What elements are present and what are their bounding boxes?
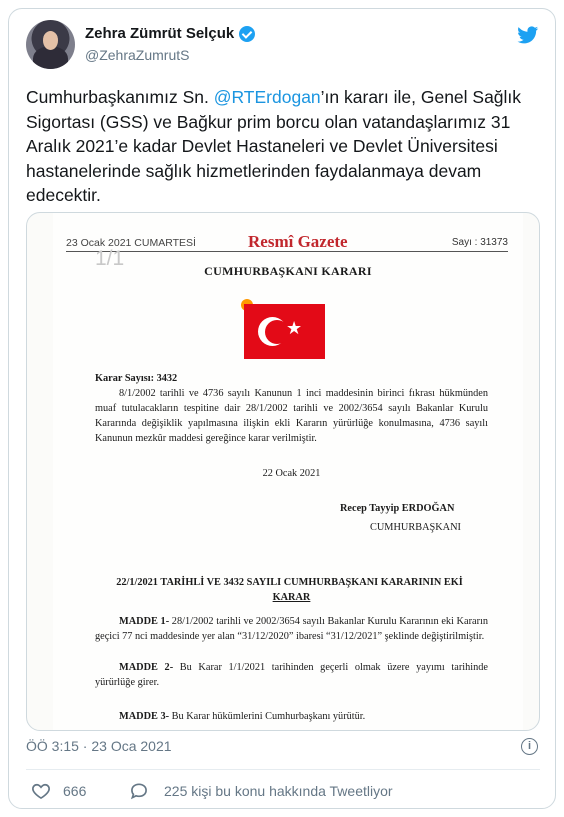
tweet-card[interactable] bbox=[8, 8, 556, 809]
article-1-label: MADDE 1- bbox=[119, 616, 170, 627]
page-mark: 1/1 bbox=[95, 247, 125, 270]
twitter-bird-icon[interactable] bbox=[515, 24, 540, 46]
verified-badge-icon bbox=[239, 26, 255, 42]
flag-star-icon: ★ bbox=[286, 318, 303, 339]
user-name-row[interactable] bbox=[85, 25, 255, 42]
gazette-header bbox=[66, 234, 508, 252]
tweet-text bbox=[26, 85, 540, 208]
annex-subtitle: KARAR bbox=[272, 592, 311, 603]
gazette-divider bbox=[66, 251, 508, 252]
user-name[interactable]: Zehra Zümrüt Selçuk bbox=[85, 25, 235, 42]
tweet-text-part-2: ’ın kararı ile, Genel Sağlık Sigortası (GSS) ve Bağkur prim borcu olan vatandaşlarımız 31 Aralık 2021’e kadar Devlet Hastaneleri ve Devlet Üniversitesi hastanelerinde sağlık hizmetlerinden faydalanmaya devam edecektir. bbox=[26, 87, 522, 205]
decision-number: Karar Sayısı: 3432 bbox=[95, 373, 178, 384]
comment-icon[interactable] bbox=[129, 781, 149, 801]
article-2-label: MADDE 2- bbox=[119, 662, 174, 673]
tweet-image[interactable] bbox=[26, 212, 540, 731]
discussion-link[interactable]: 225 kişi bu konu hakkında Tweetliyor bbox=[164, 783, 393, 799]
article-2 bbox=[95, 660, 488, 690]
turkish-flag-icon bbox=[244, 304, 325, 359]
timestamp[interactable]: ÖÖ 3:15 · 23 Oca 2021 bbox=[26, 738, 172, 754]
gazette-brand: Resmî Gazete bbox=[248, 232, 348, 251]
gazette-page bbox=[53, 213, 523, 731]
article-2-text: Bu Karar 1/1/2021 tarihinden geçerli olmak üzere yayımı tarihinde yürürlüğe girer. bbox=[95, 662, 488, 688]
avatar[interactable] bbox=[26, 20, 75, 69]
article-1-text: 28/1/2002 tarihli ve 2002/3654 sayılı Bakanlar Kurulu Kararının eki Kararın geçici 77 nci maddesinde yer alan “31/12/2020” ibaresi “31/12/2021” şeklinde değiştirilmiştir. bbox=[95, 616, 489, 642]
decision-paragraph: 8/1/2002 tarihli ve 4736 sayılı Kanunun 1 inci maddesinin birinci fıkrası hükmünden muaf tutulacakların tespitine dair 28/1/2002 tarihli ve 2002/3654 sayılı Bakanlar Kurulu Kararında değişiklik yapılmasına ilişkin ekli Kararın yürürlüğe konulmasına, 4736 sayılı Kanunun mezkûr maddesi gereğince karar verilmiştir. bbox=[95, 388, 488, 444]
signatory-title: CUMHURBAŞKANI bbox=[370, 522, 461, 533]
gazette-issue: Sayı : 31373 bbox=[451, 237, 508, 248]
avatar-face bbox=[43, 31, 58, 50]
mention-link[interactable]: @RTErdogan bbox=[213, 87, 321, 107]
sign-date: 22 Ocak 2021 bbox=[262, 468, 321, 479]
article-1 bbox=[95, 614, 488, 644]
tweet-header bbox=[26, 20, 540, 76]
article-3-text: Bu Karar hükümlerini Cumhurbaşkanı yürütür. bbox=[169, 711, 366, 722]
decision-heading: CUMHURBAŞKANI KARARI bbox=[204, 264, 372, 278]
info-icon[interactable]: i bbox=[521, 738, 538, 755]
like-count[interactable]: 666 bbox=[63, 783, 87, 799]
article-3-label: MADDE 3- bbox=[119, 711, 170, 722]
heart-icon[interactable] bbox=[31, 781, 51, 801]
tweet-meta bbox=[26, 738, 540, 756]
annex-title: 22/1/2021 TARİHLİ VE 3432 SAYILI CUMHURBAŞKANI KARARININ EKİ bbox=[116, 577, 463, 588]
article-3 bbox=[95, 709, 488, 724]
tweet-text-part-1: Cumhurbaşkanımız Sn. bbox=[26, 87, 214, 107]
user-handle[interactable]: @ZehraZumrutS bbox=[85, 47, 190, 63]
signatory-name: Recep Tayyip ERDOĞAN bbox=[340, 503, 455, 514]
meta-divider bbox=[26, 769, 540, 770]
gazette-date: 23 Ocak 2021 CUMARTESİ bbox=[66, 237, 196, 249]
tweet-actions bbox=[26, 781, 540, 803]
